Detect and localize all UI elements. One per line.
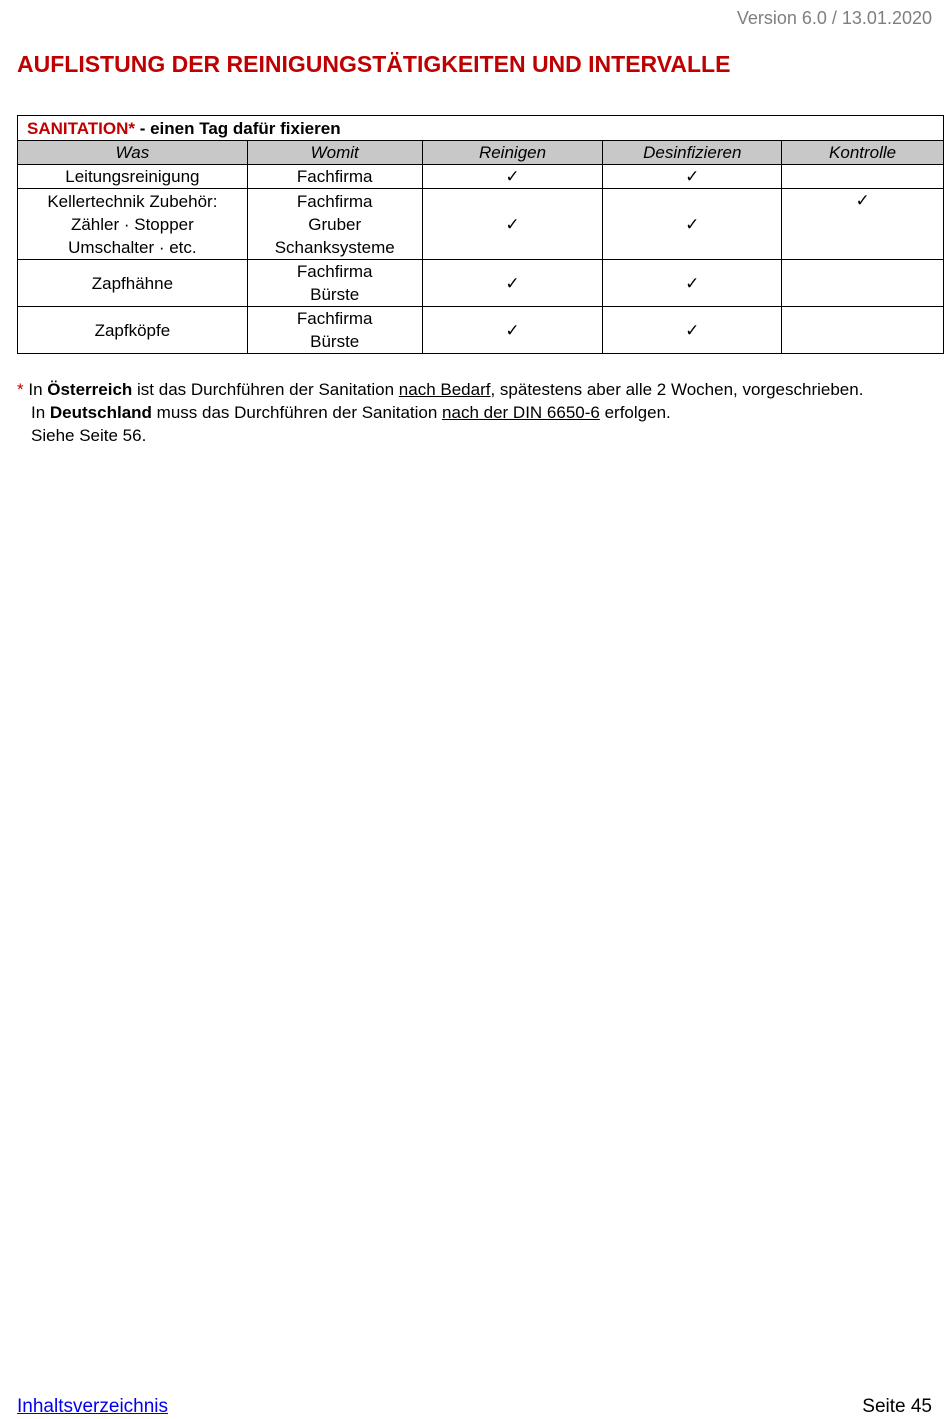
- cell-was: [18, 165, 248, 189]
- table-of-contents-link[interactable]: Inhaltsverzeichnis: [17, 1396, 169, 1417]
- cell-text: Fachfirma: [296, 167, 373, 186]
- check-desinfizieren: ✓: [603, 189, 782, 260]
- cell-was: [18, 260, 248, 307]
- table-header-row: [18, 141, 944, 165]
- check-reinigen: ✓: [422, 260, 603, 307]
- check-reinigen: ✓: [422, 189, 603, 260]
- check-reinigen: ✓: [422, 307, 603, 354]
- footnote-text: In: [31, 403, 50, 422]
- cell-text: Zapfhähne: [91, 273, 174, 293]
- check-kontrolle: ✓: [782, 189, 944, 260]
- cell-kontrolle-empty: [782, 165, 944, 189]
- footnote-line-2: [17, 401, 863, 424]
- page-number: Seite 45: [862, 1396, 932, 1417]
- cell-womit: [247, 260, 422, 307]
- check-desinfizieren: ✓: [603, 260, 782, 307]
- check-reinigen: ✓: [422, 165, 603, 189]
- footnote-text: ist das Durchführen der Sanitation: [132, 380, 399, 399]
- check-desinfizieren: ✓: [603, 165, 782, 189]
- column-header-reinigen: Reinigen: [422, 141, 603, 165]
- cell-womit: [247, 189, 422, 260]
- cell-text: Schanksysteme: [274, 237, 395, 257]
- cell-text: Umschalter · etc.: [68, 237, 197, 257]
- table-row: [18, 260, 944, 307]
- cell-text: Fachfirma: [296, 191, 373, 211]
- check-desinfizieren: ✓: [603, 307, 782, 354]
- cell-text: Zapfköpfe: [94, 320, 171, 340]
- column-header-desinfizieren: Desinfizieren: [603, 141, 782, 165]
- caption-sanitation: SANITATION*: [27, 118, 135, 138]
- cell-text: Gruber: [308, 214, 362, 234]
- cell-womit: [247, 307, 422, 354]
- cell-was: [18, 307, 248, 354]
- footnote-star: *: [17, 380, 24, 399]
- cell-text: Fachfirma: [296, 262, 373, 281]
- cell-text: Bürste: [310, 332, 360, 351]
- footnote-underline: nach Bedarf: [398, 380, 491, 399]
- table-row: [18, 189, 944, 260]
- table-row: [18, 307, 944, 354]
- footnote-line-3: Siehe Seite 56.: [31, 426, 147, 445]
- cell-text: Kellertechnik Zubehör:: [47, 191, 218, 211]
- column-header-kontrolle: Kontrolle: [782, 141, 944, 165]
- footnote: [17, 378, 863, 447]
- cell-womit: [247, 165, 422, 189]
- cell-kontrolle-empty: [782, 260, 944, 307]
- footnote-text: erfolgen.: [599, 403, 671, 422]
- table-caption: [18, 116, 944, 141]
- cell-kontrolle-empty: [782, 307, 944, 354]
- cell-text: Fachfirma: [296, 309, 373, 328]
- footnote-country-austria: Österreich: [47, 380, 133, 399]
- table-row: [18, 165, 944, 189]
- cell-was: [18, 189, 248, 260]
- version-date: Version 6.0 / 13.01.2020: [736, 8, 932, 28]
- cell-text: Bürste: [310, 285, 360, 304]
- footnote-text: , spätestens aber alle 2 Wochen, vorgeschrieben.: [490, 380, 864, 399]
- column-header-womit: Womit: [247, 141, 422, 165]
- footnote-text: In: [23, 380, 48, 399]
- footnote-country-germany: Deutschland: [49, 403, 152, 422]
- column-header-was: Was: [18, 141, 248, 165]
- cell-text: Leitungsreinigung: [65, 167, 200, 186]
- footnote-text: muss das Durchführen der Sanitation: [151, 403, 443, 422]
- footnote-line-1: [17, 378, 863, 401]
- footnote-underline: nach der DIN 6650-6: [442, 403, 600, 422]
- cell-text: Zähler · Stopper: [70, 214, 194, 234]
- page-title: AUFLISTUNG DER REINIGUNGSTÄTIGKEITEN UND INTERVALLE: [17, 51, 731, 77]
- cleaning-table: [17, 115, 944, 354]
- caption-text: - einen Tag dafür fixieren: [134, 118, 341, 138]
